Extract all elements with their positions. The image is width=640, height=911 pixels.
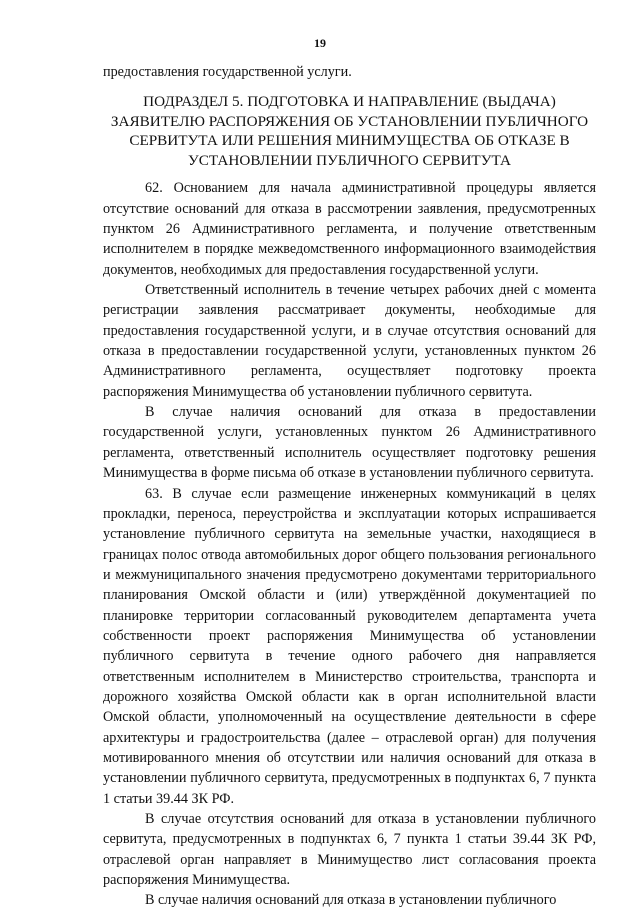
paragraph-no-refusal-grounds: В случае отсутствия оснований для отказа в установлении публичного сервитута, предусмотренных в подпунктах 6, 7 пункта 1 статьи 39.44 ЗК РФ, отраслевой орган направляет в Минимущество лист согласования проекта распоряжения Минимущества. bbox=[103, 811, 596, 889]
section-heading-line: УСТАНОВЛЕНИИ ПУБЛИЧНОГО СЕРВИТУТА bbox=[188, 151, 511, 169]
continuation-text: предоставления государственной услуги. bbox=[103, 64, 352, 80]
paragraph-63: 63. В случае если размещение инженерных коммуникаций в целях прокладки, переноса, переустройства и эксплуатации которых испрашивается установление публичного сервитута на земельные участки, находящиеся в границах полос отвода автомобильных дорог общего пользования регионального и межмуниципального значения предусмотрено документами территориального планирования Омской области и (или) утверждённой документацией по планировке территории согласованный руководителем департамента учета собственности проект распоряжения Минимущества об установлении публичного сервитута в течение одного рабочего дня направляется ответственным исполнителем в Министерство строительства, транспорта и дорожного хозяйства Омской области как в орган исполнительной власти Омской области, уполномоченный на осуществление деятельности в сфере архитектуры и градостроительства (далее – отраслевой орган) для получения мотивированного мнения об отсутствии или наличия оснований для отказа в установлении публичного сервитута, предусмотренных в подпунктах 6, 7 пункта 1 статьи 39.44 ЗК РФ. bbox=[103, 485, 596, 807]
section-heading bbox=[103, 92, 596, 170]
document-body bbox=[103, 62, 596, 911]
paragraph-refusal-grounds: В случае наличия оснований для отказа в предоставлении государственной услуги, установленных пунктом 26 Административного регламента, ответственный исполнитель осуществляет подготовку решения Минимущества в форме письма об отказе в установлении публичного сервитута. bbox=[103, 404, 596, 482]
page-number: 19 bbox=[314, 36, 326, 50]
section-heading-line: СЕРВИТУТА ИЛИ РЕШЕНИЯ МИНИМУЩЕСТВА ОБ ОТКАЗЕ В bbox=[129, 132, 570, 150]
paragraph-refusal-case: В случае наличия оснований для отказа в установлении публичного bbox=[145, 892, 557, 909]
paragraph-responsible-executor: Ответственный исполнитель в течение четырех рабочих дней с момента регистрации заявления рассматривает документы, необходимые для предоставления государственной услуги, и в случае отсутствия оснований для отказа в предоставлении государственной услуги, установленных пунктом 26 Административного регламента, осуществляет подготовку проекта распоряжения Минимущества об установлении публичного сервитута. bbox=[103, 282, 596, 400]
section-heading-line: ПОДРАЗДЕЛ 5. ПОДГОТОВКА И НАПРАВЛЕНИЕ (ВЫДАЧА) bbox=[143, 93, 556, 111]
paragraph-62: 62. Основанием для начала административной процедуры является отсутствие оснований для отказа в рассмотрении заявления, предусмотренных пунктом 26 Административного регламента, и получение ответственным исполнителем в порядке межведомственного информационного взаимодействия документов, необходимых для предоставления государственной услуги. bbox=[103, 180, 596, 278]
section-heading-line: ЗАЯВИТЕЛЮ РАСПОРЯЖЕНИЯ ОБ УСТАНОВЛЕНИИ ПУБЛИЧНОГО bbox=[110, 112, 589, 130]
